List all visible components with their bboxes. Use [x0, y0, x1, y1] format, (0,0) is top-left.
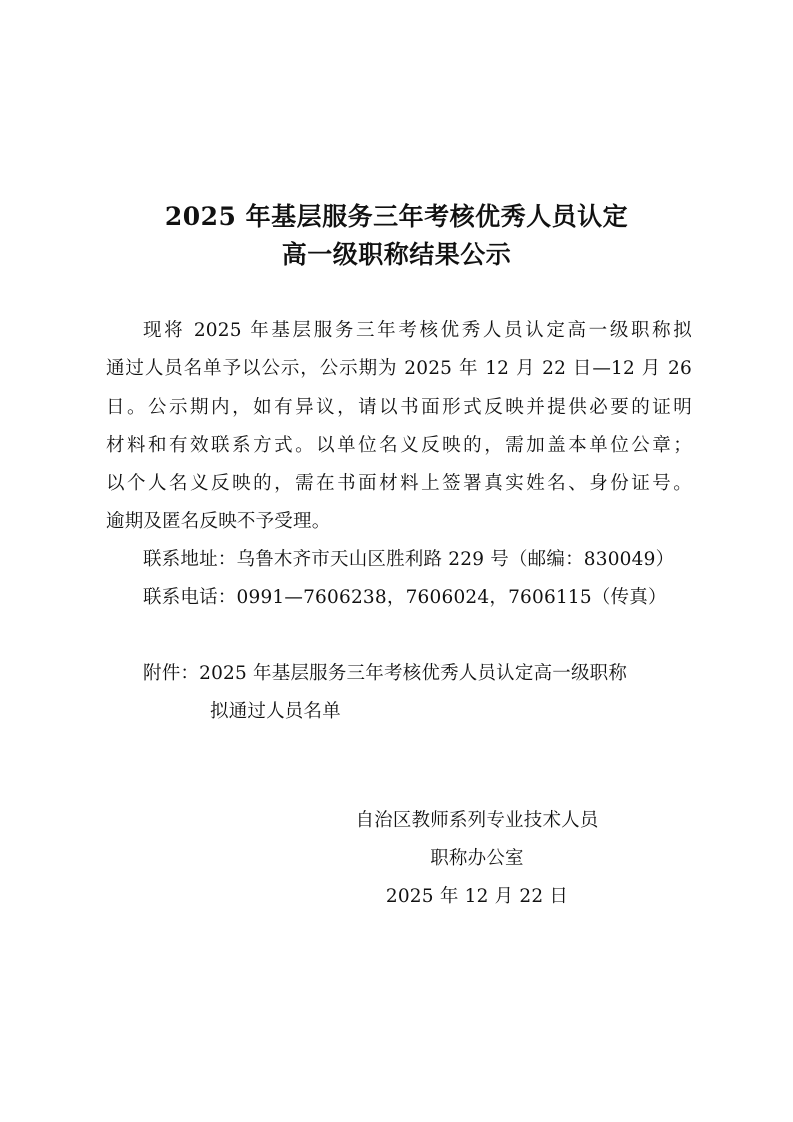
signature-date: 2025 年 12 月 22 日 — [385, 886, 569, 907]
attachment-line-2: 拟通过人员名单 — [210, 701, 341, 722]
signature-organization-line-2: 职称办公室 — [430, 848, 524, 869]
contact-address: 联系地址：乌鲁木齐市天山区胜利路 229 号（邮编：830049） — [143, 549, 675, 570]
body-paragraph-line-5: 以个人名义反映的，需在书面材料上签署真实姓名、身份证号。 — [106, 473, 692, 494]
signature-organization-line-1: 自治区教师系列专业技术人员 — [355, 810, 599, 831]
body-paragraph-line-3: 日。公示期内，如有异议，请以书面形式反映并提供必要的证明 — [106, 397, 692, 418]
body-paragraph-line-4: 材料和有效联系方式。以单位名义反映的，需加盖本单位公章； — [106, 435, 692, 456]
document-title-line-1: 2025 年基层服务三年考核优秀人员认定 — [164, 202, 629, 231]
contact-phone: 联系电话：0991—7606238，7606024，7606115（传真） — [143, 587, 667, 608]
document-title-line-2: 高一级职称结果公示 — [281, 240, 512, 269]
body-paragraph-line-1: 现将 2025 年基层服务三年考核优秀人员认定高一级职称拟 — [143, 320, 692, 341]
body-paragraph-line-2: 通过人员名单予以公示，公示期为 2025 年 12 月 22 日—12 月 26 — [106, 358, 692, 379]
attachment-line-1: 附件：2025 年基层服务三年考核优秀人员认定高一级职称 — [143, 663, 628, 684]
body-paragraph-line-6: 逾期及匿名反映不予受理。 — [106, 511, 331, 532]
